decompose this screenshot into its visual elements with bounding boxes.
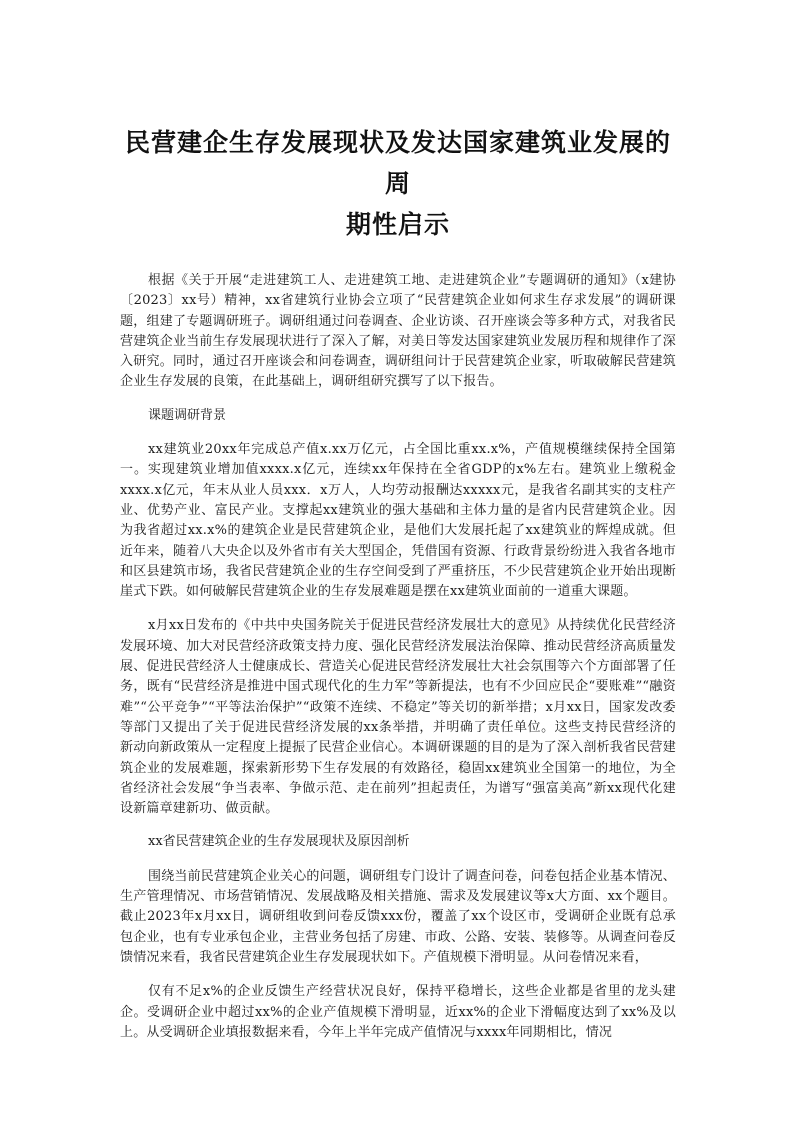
background-paragraph-2: x月xx日发布的《中共中央国务院关于促进民营经济发展壮大的意见》从持续优化民营经济发展环境、加大对民营经济政策支持力度、强化民营经济发展法治保障、推动民营经济高质量发展、促进民营经济人士健康成长、营造关心促进民营经济发展壮大社会氛围等六个方面部署了任务，既有“民营经济是推进中国式现代化的生力军”等新提法，也有不少回应民企“要账难”“融资难”“公平竞争”“平等法治保护”“政策不连续、不稳定”等关切的新举措；x月xx日，国家发改委等部门又提出了关于促进民营经济发展的xx条举措，并明确了责任单位。这些支持民营经济的新动向新政策从一定程度上提振了民营企业信心。本调研课题的目的是为了深入剖析我省民营建筑企业的发展难题，探索新形势下生存发展的有效路径，稳固xx建筑业全国第一的地位，为全省经济社会发展“争当表率、争做示范、走在前列”担起责任，为谱写“强富美高”新xx现代化建设新篇章建新功、做贡献。	[120, 618, 676, 817]
intro-paragraph: 根据《关于开展“走进建筑工人、走进建筑工地、走进建筑企业”专题调研的通知》（x建协〔2023〕xx号）精神，xx省建筑行业协会立项了“民营建筑企业如何求生存求发展”的调研课题，组建了专题调研班子。调研组通过问卷调查、企业访谈、召开座谈会等多种方式，对我省民营建筑企业当前生存发展现状进行了深入了解，对美日等发达国家建筑业发展历程和规律作了深入研究。同时，通过召开座谈会和问卷调查，调研组问计于民营建筑企业家，听取破解民营建筑企业生存发展的良策，在此基础上，调研组研究撰写了以下报告。	[120, 273, 676, 390]
title-line-1: 民营建企生存发展现状及发达国家建筑业发展的周	[124, 128, 671, 198]
title-line-2: 期性启示	[345, 210, 450, 239]
background-paragraph-1: xx建筑业20xx年完成总产值x.xx万亿元，占全国比重xx.x%，产值规模继续保持全国第一。实现建筑业增加值xxxx.x亿元，连续xx年保持在全省GDP的x%左右。建筑业上缴税金xxxx.x亿元，年末从业人员xxx．x万人，人均劳动报酬达xxxxx元，是我省名副其实的支柱产业、优势产业、富民产业。支撑起xx建筑业的强大基础和主体力量的是省内民营建筑企业。因为我省超过xx.x%的建筑企业是民营建筑企业，是他们大发展托起了xx建筑业的辉煌成就。但近年来，随着八大央企以及外省市有关大型国企，凭借国有资源、行政背景纷纷进入我省各地市和区县建筑市场，我省民营建筑企业的生存空间受到了严重挤压，不少民营建筑企业开始出现断崖式下跌。如何破解民营建筑企业的生存发展难题是摆在xx建筑业面前的一道重大课题。	[120, 442, 676, 600]
section-heading-background: 课题调研背景	[148, 407, 227, 423]
status-paragraph-2: 仅有不足x%的企业反馈生产经营状况良好，保持平稳增长，这些企业都是省里的龙头建企。受调研企业中超过xx%的企业产值规模下滑明显，近xx%的企业下滑幅度达到了xx%及以上。从受调研企业填报数据来看，今年上半年完成产值情况与xxxx年同期相比，情况	[120, 984, 676, 1040]
document-title	[120, 122, 676, 245]
section-heading-status: xx省民营建筑企业的生存发展现状及原因剖析	[148, 834, 410, 850]
status-paragraph-1: 围绕当前民营建筑企业关心的问题，调研组专门设计了调查问卷，问卷包括企业基本情况、生产管理情况、市场营销情况、发展战略及相关措施、需求及发展建议等x大方面、xx个题目。截止2023年x月xx日，调研组收到问卷反馈xxx份，覆盖了xx个设区市，受调研企业既有总承包企业，也有专业承包企业，主营业务包括了房建、市政、公路、安装、装修等。从调查问卷反馈情况来看，我省民营建筑企业生存发展现状如下。产值规模下滑明显。从问卷情况来看，	[120, 868, 677, 965]
